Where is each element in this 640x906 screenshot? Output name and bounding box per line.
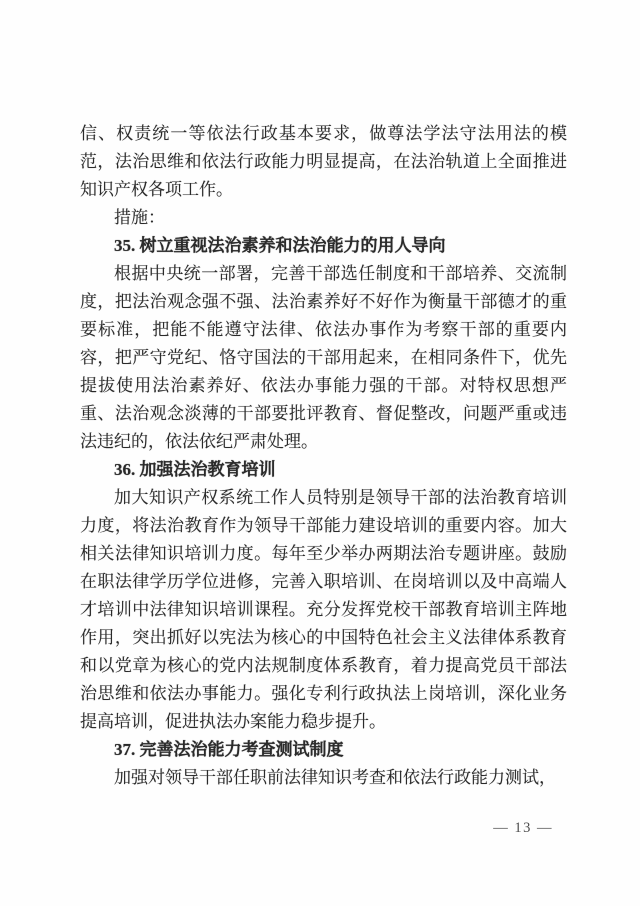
measures-label: 措施： <box>114 208 165 227</box>
page-number: — 13 — <box>493 820 553 836</box>
text-column <box>80 120 567 792</box>
section-36-paragraph: 加大知识产权系统工作人员特别是领导干部的法治教育培训力度，将法治教育作为领导干部能力建设培训的重要内容。加大相关法律知识培训力度。每年至少举办两期法治专题讲座。鼓励在职法律学历学位进修，完善入职培训、在岗培训以及中高端人才培训中法律知识培训课程。充分发挥党校干部教育培训主阵地作用，突出抓好以宪法为核心的中国特色社会主义法律体系教育和以党章为核心的党内法规制度体系教育，着力提高党员干部法治思维和依法办事能力。强化专利行政执法上岗培训，深化业务提高培训，促进执法办案能力稳步提升。 <box>80 488 567 731</box>
section-37-heading: 37. 完善法治能力考查测试制度 <box>114 740 344 759</box>
section-35-paragraph: 根据中央统一部署，完善干部选任制度和干部培养、交流制度，把法治观念强不强、法治素养好不好作为衡量干部德才的重要标准，把能不能遵守法律、依法办事作为考察干部的重要内容，把严守党纪、恪守国法的干部用起来，在相同条件下，优先提拔使用法治素养好、依法办事能力强的干部。对特权思想严重、法治观念淡薄的干部要批评教育、督促整改，问题严重或违法违纪的，依法依纪严肃处理。 <box>80 264 567 451</box>
section-37-paragraph: 加强对领导干部任职前法律知识考查和依法行政能力测试， <box>114 768 556 787</box>
section-36-heading: 36. 加强法治教育培训 <box>114 460 276 479</box>
continuation-paragraph: 信、权责统一等依法行政基本要求，做尊法学法守法用法的模范，法治思维和依法行政能力明显提高，在法治轨道上全面推进知识产权各项工作。 <box>80 124 567 199</box>
section-35-heading: 35. 树立重视法治素养和法治能力的用人导向 <box>114 236 446 255</box>
